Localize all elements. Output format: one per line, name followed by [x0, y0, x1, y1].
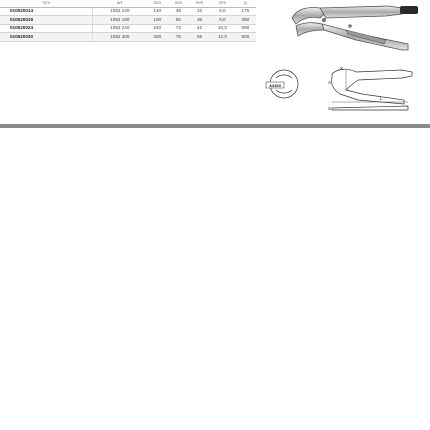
col-header-weight: g [235, 0, 256, 8]
dimension-label-l: L [380, 96, 383, 101]
dimension-label-a: A [328, 80, 332, 85]
article-number: 1052 300 [92, 33, 146, 41]
adjusting-screw [400, 6, 418, 14]
table-cell: 55 [189, 33, 210, 41]
table-cell: 240 [147, 24, 168, 32]
product-code: 010520024 [0, 24, 92, 32]
product-code: 010520019 [0, 16, 92, 24]
col-header-art: art [92, 0, 146, 8]
callout-label: A3400 [269, 82, 281, 88]
table-cell: 6,0 [210, 8, 235, 16]
table-row [0, 24, 256, 32]
table-row [0, 16, 256, 24]
table-cell: 9,0 [210, 16, 235, 24]
product-code: 010520030 [0, 33, 92, 41]
pliers-upper-handle [320, 6, 402, 18]
spec-table [0, 0, 256, 42]
col-header-code: mm [0, 0, 92, 8]
table-cell: 72 [168, 24, 189, 32]
article-number: 1052 240 [92, 24, 146, 32]
col-header-c: mm [210, 0, 235, 8]
article-number: 1052 190 [92, 16, 146, 24]
table-cell: 36 [189, 16, 210, 24]
col-header-length: mm [147, 0, 168, 8]
table-cell: 48 [168, 8, 189, 16]
pliers-outline [331, 69, 412, 104]
pivot-rivet [322, 18, 326, 22]
section-divider [0, 124, 430, 128]
pliers-jaw-lower [296, 23, 324, 36]
table-cell: 190 [147, 16, 168, 24]
table-row [0, 8, 256, 16]
pivot-rivet [348, 24, 352, 28]
table-cell: 10,0 [210, 24, 235, 32]
article-number: 1052 140 [92, 8, 146, 16]
table-cell: 140 [147, 8, 168, 16]
table-cell: 12,0 [210, 33, 235, 41]
pliers-photo [290, 0, 430, 56]
table-cell: 75 [168, 33, 189, 41]
dimension-label-s: S [328, 106, 332, 111]
col-header-a: mm [168, 0, 189, 8]
technical-drawing [262, 58, 430, 114]
table-cell: 60 [168, 16, 189, 24]
table-cell: 42 [189, 24, 210, 32]
dimension-label-x: X [340, 66, 344, 71]
table-cell: 360 [235, 16, 256, 24]
table-cell: 22 [189, 8, 210, 16]
table-cell: 800 [235, 33, 256, 41]
table-cell: 175 [235, 8, 256, 16]
table-cell: 590 [235, 24, 256, 32]
table-row [0, 33, 256, 41]
table-header-row [0, 0, 256, 8]
table-cell: 300 [147, 33, 168, 41]
col-header-b: mm [189, 0, 210, 8]
pliers-side-view [332, 106, 408, 110]
product-code: 010520014 [0, 8, 92, 16]
